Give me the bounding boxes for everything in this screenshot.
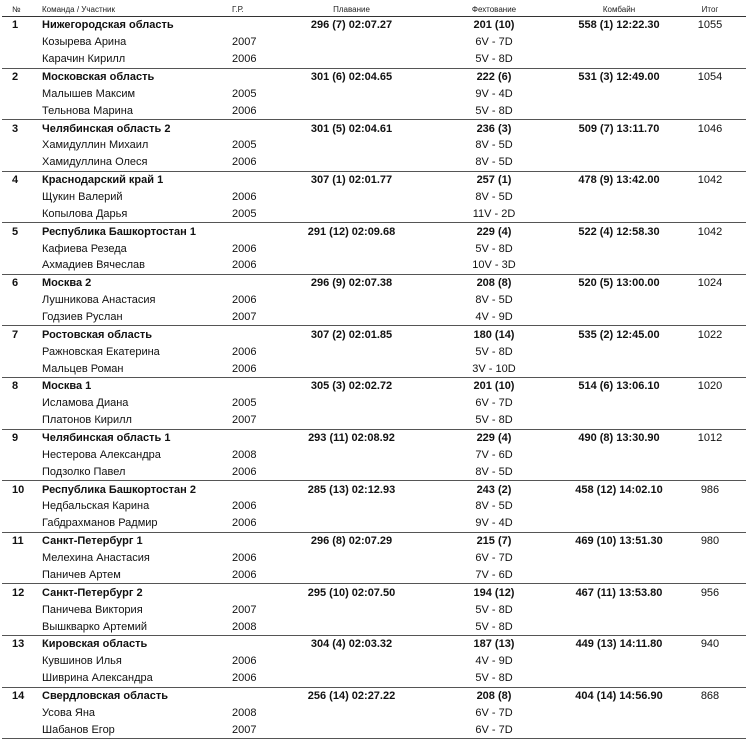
- member-row: [2, 412, 746, 429]
- team-swimming: 305 (3) 02:02.72: [310, 380, 393, 393]
- team-total: 868: [700, 689, 720, 702]
- member-row: [2, 240, 746, 257]
- team-swimming: 301 (6) 02:04.65: [310, 71, 393, 83]
- member-row: [2, 102, 746, 119]
- team-fencing: 208 (8): [476, 277, 512, 290]
- team-fencing: 208 (8): [476, 689, 512, 702]
- member-name: Хамидуллина Олеся: [42, 156, 148, 169]
- member-fencing: 5V - 8D: [475, 53, 513, 66]
- team-fencing: 243 (2): [476, 483, 512, 496]
- team-combine: 490 (8) 13:30.90: [578, 432, 660, 445]
- member-name: Вышкварко Артемий: [42, 620, 148, 633]
- member-birth-year: 2005: [232, 207, 257, 220]
- team-place: 6: [12, 277, 19, 290]
- member-birth-year: 2006: [232, 104, 257, 117]
- member-fencing: 6V - 7D: [475, 706, 513, 719]
- team-fencing: 236 (3): [476, 122, 512, 135]
- team-row: [2, 481, 746, 498]
- team-name: Республика Башкортостан 1: [42, 225, 196, 238]
- team-total: 1012: [697, 432, 723, 445]
- member-name: Подзолко Павел: [42, 465, 126, 478]
- team-row: [2, 172, 746, 189]
- team-place: 10: [12, 483, 25, 496]
- member-fencing: 4V - 9D: [475, 311, 513, 324]
- member-name: Малышев Максим: [42, 87, 136, 100]
- team-list: [2, 17, 746, 739]
- member-name: Габдрахманов Радмир: [42, 517, 158, 530]
- member-fencing: 8V - 5D: [475, 139, 513, 152]
- member-birth-year: 2008: [232, 448, 257, 461]
- team-name: Нижегородская область: [42, 19, 174, 32]
- member-fencing: 5V - 8D: [475, 414, 513, 427]
- member-birth-year: 2007: [232, 311, 257, 324]
- header-total: Итог: [701, 4, 719, 14]
- member-row: [2, 618, 746, 635]
- team-place: 14: [12, 689, 25, 702]
- team-combine: 522 (4) 12:58.30: [578, 225, 660, 238]
- member-birth-year: 2005: [232, 87, 257, 100]
- member-fencing: 6V - 7D: [475, 723, 513, 736]
- member-row: [2, 189, 746, 206]
- member-row: [2, 653, 746, 670]
- team-place: 5: [12, 225, 19, 238]
- member-name: Исламова Диана: [42, 397, 129, 410]
- header-fencing: Фехтование: [471, 4, 517, 14]
- member-row: [2, 498, 746, 515]
- team-swimming: 296 (7) 02:07.27: [310, 19, 393, 32]
- team-place: 11: [12, 535, 24, 548]
- member-name: Копылова Дарья: [42, 207, 128, 220]
- member-fencing: 3V - 10D: [472, 362, 516, 375]
- team-row: [2, 120, 746, 137]
- member-row: [2, 292, 746, 309]
- team-row: [2, 430, 746, 447]
- member-row: [2, 721, 746, 738]
- team-block: [2, 120, 746, 172]
- member-row: [2, 395, 746, 412]
- team-name: Челябинская область 1: [42, 432, 171, 445]
- member-fencing: 10V - 3D: [472, 259, 516, 272]
- team-fencing: 222 (6): [476, 71, 512, 83]
- member-name: Мелехина Анастасия: [42, 552, 150, 565]
- member-birth-year: 2006: [232, 156, 257, 169]
- team-total: 1046: [697, 122, 723, 135]
- member-birth-year: 2006: [232, 655, 257, 668]
- header-birth-year: Г.Р.: [232, 4, 244, 14]
- team-total: 1022: [697, 328, 723, 341]
- team-block: [2, 430, 746, 482]
- member-fencing: 7V - 6D: [475, 448, 513, 461]
- member-fencing: 6V - 7D: [475, 36, 513, 49]
- member-row: [2, 670, 746, 687]
- member-birth-year: 2007: [232, 414, 257, 427]
- member-fencing: 9V - 4D: [475, 87, 513, 100]
- team-block: [2, 378, 746, 430]
- team-total: 986: [700, 483, 720, 496]
- team-combine: 467 (11) 13:53.80: [575, 586, 663, 599]
- team-row: [2, 378, 746, 395]
- team-fencing: 215 (7): [476, 535, 512, 548]
- team-combine: 535 (2) 12:45.00: [578, 328, 660, 341]
- member-fencing: 11V - 2D: [472, 207, 516, 220]
- member-name: Шиврина Александра: [42, 672, 153, 685]
- member-row: [2, 205, 746, 222]
- member-name: Мальцев Роман: [42, 362, 124, 375]
- team-swimming: 304 (4) 02:03.32: [310, 638, 393, 651]
- team-fencing: 194 (12): [473, 586, 515, 599]
- team-block: [2, 17, 746, 69]
- member-name: Паничева Виктория: [42, 603, 143, 616]
- team-place: 3: [12, 122, 19, 135]
- member-fencing: 7V - 6D: [475, 568, 513, 581]
- team-combine: 458 (12) 14:02.10: [575, 483, 663, 496]
- member-name: Годзиев Руслан: [42, 311, 123, 324]
- team-fencing: 257 (1): [476, 174, 512, 187]
- team-fencing: 201 (10): [473, 380, 515, 393]
- member-fencing: 8V - 5D: [475, 191, 513, 204]
- member-row: [2, 550, 746, 567]
- team-total: 1042: [697, 174, 723, 187]
- member-name: Кафиева Резеда: [42, 242, 127, 255]
- team-row: [2, 326, 746, 343]
- member-birth-year: 2006: [232, 362, 257, 375]
- member-fencing: 5V - 8D: [475, 345, 513, 358]
- team-total: 1055: [697, 19, 723, 32]
- member-name: Усова Яна: [42, 706, 96, 719]
- team-name: Краснодарский край 1: [42, 174, 164, 187]
- team-combine: 514 (6) 13:06.10: [578, 380, 660, 393]
- team-block: [2, 69, 746, 121]
- member-name: Кувшинов Илья: [42, 655, 122, 668]
- team-combine: 404 (14) 14:56.90: [575, 689, 663, 702]
- member-row: [2, 704, 746, 721]
- member-fencing: 9V - 4D: [475, 517, 513, 530]
- member-fencing: 8V - 5D: [475, 294, 513, 307]
- team-place: 4: [12, 174, 19, 187]
- team-block: [2, 481, 746, 533]
- team-name: Кировская область: [42, 638, 148, 651]
- member-birth-year: 2008: [232, 706, 257, 719]
- team-total: 1020: [697, 380, 723, 393]
- team-block: [2, 533, 746, 585]
- member-fencing: 8V - 5D: [475, 156, 513, 169]
- member-name: Нестерова Александра: [42, 448, 161, 461]
- team-swimming: 296 (8) 02:07.29: [310, 535, 393, 548]
- header-num: №: [12, 4, 21, 14]
- member-name: Платонов Кирилл: [42, 414, 132, 427]
- member-birth-year: 2006: [232, 53, 257, 66]
- member-fencing: 8V - 5D: [475, 465, 513, 478]
- team-name: Москва 1: [42, 380, 92, 393]
- member-birth-year: 2006: [232, 345, 257, 358]
- member-fencing: 5V - 8D: [475, 242, 513, 255]
- header-combine: Комбайн: [602, 4, 636, 14]
- team-swimming: 301 (5) 02:04.61: [310, 122, 393, 135]
- header-swimming: Плавание: [333, 4, 370, 14]
- team-fencing: 187 (13): [473, 638, 515, 651]
- team-combine: 478 (9) 13:42.00: [578, 174, 660, 187]
- member-birth-year: 2006: [232, 294, 257, 307]
- team-name: Ростовская область: [42, 328, 153, 341]
- team-row: [2, 533, 746, 550]
- team-swimming: 291 (12) 02:09.68: [307, 225, 396, 238]
- member-fencing: 5V - 8D: [475, 620, 513, 633]
- team-place: 1: [12, 19, 19, 32]
- member-name: Карачин Кирилл: [42, 53, 126, 66]
- team-total: 956: [700, 586, 720, 599]
- team-swimming: 256 (14) 02:27.22: [307, 689, 396, 702]
- team-total: 980: [700, 535, 720, 548]
- team-swimming: 295 (10) 02:07.50: [307, 586, 396, 599]
- team-name: Республика Башкортостан 2: [42, 483, 196, 496]
- member-fencing: 8V - 5D: [475, 500, 513, 513]
- member-name: Шабанов Егор: [42, 723, 115, 736]
- member-fencing: 6V - 7D: [475, 552, 513, 565]
- team-total: 940: [700, 638, 720, 651]
- member-birth-year: 2006: [232, 242, 257, 255]
- team-place: 9: [12, 432, 19, 445]
- member-row: [2, 601, 746, 618]
- team-block: [2, 636, 746, 688]
- member-birth-year: 2006: [232, 465, 257, 478]
- header-team: Команда / Участник: [42, 4, 116, 14]
- team-combine: 469 (10) 13:51.30: [575, 535, 663, 548]
- team-total: 1054: [697, 71, 723, 83]
- team-block: [2, 172, 746, 224]
- member-name: Щукин Валерий: [42, 191, 123, 204]
- team-place: 8: [12, 380, 19, 393]
- member-row: [2, 51, 746, 68]
- team-block: [2, 326, 746, 378]
- member-row: [2, 137, 746, 154]
- team-block: [2, 688, 746, 739]
- team-total: 1024: [697, 277, 723, 290]
- team-swimming: 296 (9) 02:07.38: [310, 277, 393, 290]
- team-swimming: 285 (13) 02:12.93: [307, 483, 396, 496]
- team-block: [2, 584, 746, 636]
- team-combine: 520 (5) 13:00.00: [578, 277, 660, 290]
- team-row: [2, 688, 746, 705]
- member-fencing: 5V - 8D: [475, 672, 513, 685]
- member-row: [2, 567, 746, 584]
- team-total: 1042: [697, 225, 723, 238]
- team-row: [2, 275, 746, 292]
- member-name: Ражновская Екатерина: [42, 345, 160, 358]
- team-name: Московская область: [42, 71, 155, 83]
- team-row: [2, 69, 746, 86]
- member-row: [2, 446, 746, 463]
- member-birth-year: 2007: [232, 36, 257, 49]
- header-row: [2, 2, 746, 17]
- member-birth-year: 2008: [232, 620, 257, 633]
- team-name: Москва 2: [42, 277, 92, 290]
- member-birth-year: 2006: [232, 552, 257, 565]
- member-birth-year: 2006: [232, 500, 257, 513]
- member-fencing: 6V - 7D: [475, 397, 513, 410]
- member-row: [2, 257, 746, 274]
- team-fencing: 229 (4): [476, 225, 512, 238]
- team-row: [2, 636, 746, 653]
- member-name: Козырева Арина: [42, 36, 127, 49]
- team-row: [2, 17, 746, 34]
- member-row: [2, 343, 746, 360]
- member-fencing: 4V - 9D: [475, 655, 513, 668]
- team-combine: 509 (7) 13:11.70: [578, 122, 660, 135]
- member-name: Тельнова Марина: [42, 104, 133, 117]
- team-swimming: 307 (2) 02:01.85: [310, 328, 393, 341]
- team-place: 2: [12, 71, 19, 83]
- member-birth-year: 2006: [232, 259, 257, 272]
- member-row: [2, 463, 746, 480]
- member-row: [2, 515, 746, 532]
- team-name: Свердловская область: [42, 689, 168, 702]
- team-combine: 558 (1) 12:22.30: [578, 19, 660, 32]
- team-fencing: 201 (10): [473, 19, 515, 32]
- team-block: [2, 223, 746, 275]
- team-place: 7: [12, 328, 19, 341]
- team-swimming: 307 (1) 02:01.77: [310, 174, 393, 187]
- member-name: Ахмадиев Вячеслав: [42, 259, 145, 272]
- member-row: [2, 360, 746, 377]
- member-birth-year: 2007: [232, 723, 257, 736]
- team-swimming: 293 (11) 02:08.92: [308, 432, 395, 445]
- team-row: [2, 584, 746, 601]
- team-fencing: 229 (4): [476, 432, 512, 445]
- member-birth-year: 2006: [232, 191, 257, 204]
- team-name: Санкт-Петербург 2: [42, 586, 143, 599]
- member-name: Недбальская Карина: [42, 500, 150, 513]
- member-row: [2, 309, 746, 326]
- team-row: [2, 223, 746, 240]
- team-place: 13: [12, 638, 25, 651]
- member-name: Хамидуллин Михаил: [42, 139, 149, 152]
- member-birth-year: 2005: [232, 397, 257, 410]
- results-table: [2, 2, 746, 739]
- member-fencing: 5V - 8D: [475, 104, 513, 117]
- member-birth-year: 2006: [232, 517, 257, 530]
- member-birth-year: 2005: [232, 139, 257, 152]
- member-name: Лушникова Анастасия: [42, 294, 156, 307]
- member-birth-year: 2007: [232, 603, 257, 616]
- team-place: 12: [12, 586, 25, 599]
- team-fencing: 180 (14): [473, 328, 515, 341]
- member-name: Паничев Артем: [42, 568, 121, 581]
- team-name: Санкт-Петербург 1: [42, 535, 143, 548]
- team-combine: 449 (13) 14:11.80: [575, 638, 663, 651]
- member-birth-year: 2006: [232, 672, 257, 685]
- team-name: Челябинская область 2: [42, 122, 171, 135]
- member-row: [2, 34, 746, 51]
- member-birth-year: 2006: [232, 568, 257, 581]
- team-block: [2, 275, 746, 327]
- team-combine: 531 (3) 12:49.00: [578, 71, 660, 83]
- member-row: [2, 154, 746, 171]
- member-fencing: 5V - 8D: [475, 603, 513, 616]
- member-row: [2, 85, 746, 102]
